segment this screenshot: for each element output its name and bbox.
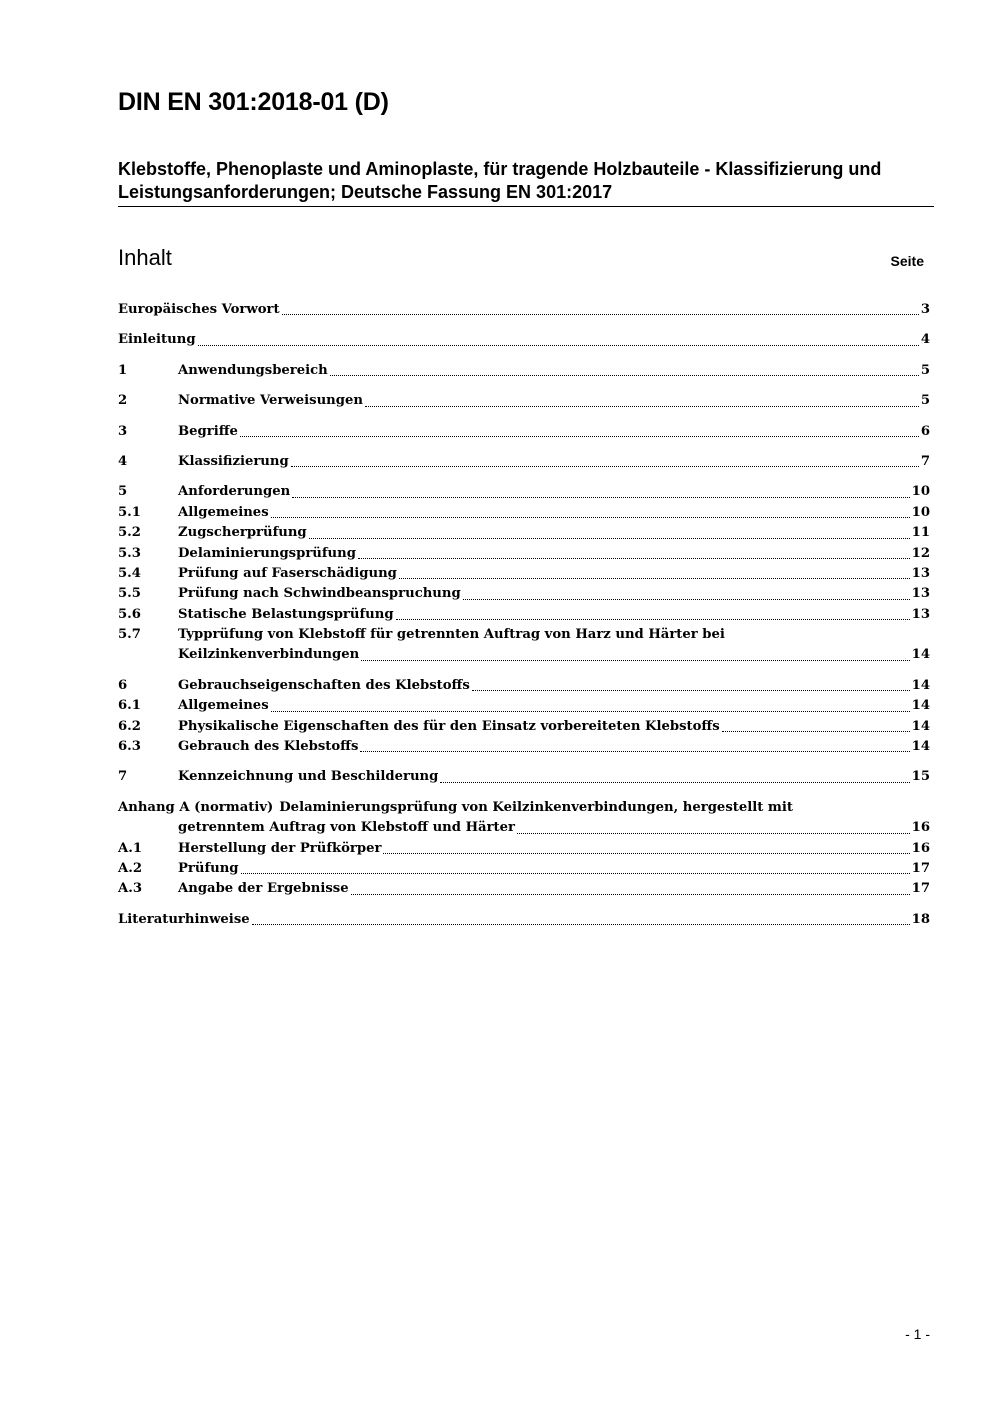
toc-entry-2[interactable] — [118, 391, 930, 411]
toc-entry-bibliography[interactable] — [118, 910, 930, 930]
dot-leader — [440, 782, 909, 783]
toc-entry-number: 2 — [118, 393, 128, 409]
document-id: DIN EN 301:2018-01 (D) — [118, 88, 389, 116]
toc-entry-number: 5.1 — [118, 504, 141, 520]
toc-entry-introduction[interactable] — [118, 330, 930, 350]
toc-entry-page: 13 — [911, 606, 930, 622]
dot-leader — [241, 873, 910, 874]
toc-entry-title: Gebrauchseigenschaften des Klebstoffs — [178, 677, 470, 693]
toc-entry-5[interactable] — [118, 482, 930, 502]
document-subtitle: Klebstoffe, Phenoplaste und Aminoplaste, für tragende Holzbauteile - Klassifizierung und Leistungsanforderungen; Deutsche Fassung EN 301:2017 — [118, 159, 882, 202]
dot-leader — [396, 619, 910, 620]
toc-entry-title: Einleitung — [118, 332, 196, 348]
toc-entry-page: 13 — [911, 586, 930, 602]
toc-entry-page: 11 — [911, 525, 930, 541]
dot-leader — [198, 345, 919, 346]
toc-entry-5-6[interactable] — [118, 605, 930, 625]
toc-entry-title: Typprüfung von Klebstoff für getrennten Auftrag von Harz und Härter bei — [178, 627, 725, 643]
dot-leader — [271, 517, 910, 518]
toc-entry-title: Angabe der Ergebnisse — [178, 881, 349, 897]
toc-entry-title: Kennzeichnung und Beschilderung — [178, 769, 439, 785]
toc-entry-title: Normative Verweisungen — [178, 393, 363, 409]
toc-entry-6[interactable] — [118, 676, 930, 696]
title-divider — [118, 206, 934, 207]
dot-leader — [351, 894, 910, 895]
dot-leader — [517, 833, 910, 834]
toc-entry-page: 14 — [911, 698, 930, 714]
toc-entry-page: 6 — [920, 423, 930, 439]
toc-entry-foreword[interactable] — [118, 300, 930, 320]
toc-entry-5-7[interactable] — [118, 625, 930, 645]
toc-entry-number: A.2 — [118, 860, 142, 876]
toc-entry-number: 5.5 — [118, 586, 141, 602]
toc-entry-7[interactable] — [118, 767, 930, 787]
dot-leader — [472, 690, 910, 691]
toc-entry-number: 7 — [118, 769, 128, 785]
toc-entry-a-1[interactable] — [118, 839, 930, 859]
toc-entry-number: 6.3 — [118, 739, 141, 755]
toc-entry-number: 5 — [118, 484, 128, 500]
toc-entry-title: Prüfung nach Schwindbeanspruchung — [178, 586, 461, 602]
toc-entry-title: getrenntem Auftrag von Klebstoff und Härter — [178, 820, 515, 836]
toc-entry-6-2[interactable] — [118, 717, 930, 737]
dot-leader — [365, 406, 919, 407]
dot-leader — [399, 578, 910, 579]
dot-leader — [358, 558, 910, 559]
toc-entry-1[interactable] — [118, 361, 930, 381]
toc-entry-5-4[interactable] — [118, 564, 930, 584]
toc-entry-number: 1 — [118, 362, 128, 378]
page-number: - 1 - — [905, 1326, 930, 1342]
toc-entry-title: Begriffe — [178, 423, 238, 439]
dot-leader — [240, 436, 919, 437]
toc-entry-page: 10 — [911, 504, 930, 520]
table-of-contents — [118, 300, 930, 930]
toc-entry-page: 14 — [911, 677, 930, 693]
toc-entry-5-2[interactable] — [118, 523, 930, 543]
dot-leader — [271, 711, 910, 712]
toc-entry-4[interactable] — [118, 452, 930, 472]
toc-entry-page: 12 — [911, 545, 930, 561]
toc-entry-page: 10 — [911, 484, 930, 500]
toc-entry-title: Anwendungsbereich — [178, 362, 328, 378]
toc-entry-page: 5 — [920, 362, 930, 378]
toc-entry-page: 15 — [911, 769, 930, 785]
toc-entry-title: Herstellung der Prüfkörper — [178, 840, 382, 856]
toc-entry-a-3[interactable] — [118, 879, 930, 899]
toc-entry-page: 17 — [911, 881, 930, 897]
dot-leader — [361, 660, 909, 661]
toc-entry-title: Keilzinkenverbindungen — [178, 647, 360, 663]
toc-entry-page: 14 — [911, 647, 930, 663]
toc-heading: Inhalt — [118, 245, 172, 270]
page-column-label: Seite — [890, 253, 924, 269]
toc-entry-title: Prüfung auf Faserschädigung — [178, 565, 397, 581]
dot-leader — [282, 314, 919, 315]
toc-entry-5-5[interactable] — [118, 584, 930, 604]
toc-entry-title: Physikalische Eigenschaften des für den Einsatz vorbereiteten Klebstoffs — [178, 718, 720, 734]
toc-entry-title: Literaturhinweise — [118, 911, 250, 927]
toc-entry-page: 13 — [911, 565, 930, 581]
toc-entry-number: 5.7 — [118, 627, 141, 643]
toc-entry-number: 6.1 — [118, 698, 141, 714]
toc-entry-6-3[interactable] — [118, 737, 930, 757]
dot-leader — [291, 466, 919, 467]
toc-entry-number: A.1 — [118, 840, 142, 856]
toc-entry-number: 5.2 — [118, 525, 141, 541]
toc-entry-3[interactable] — [118, 422, 930, 442]
toc-entry-number: 5.4 — [118, 565, 141, 581]
toc-entry-title: Statische Belastungsprüfung — [178, 606, 394, 622]
toc-entry-page: 17 — [911, 860, 930, 876]
toc-entry-number: 6.2 — [118, 718, 141, 734]
toc-entry-title: Allgemeines — [178, 698, 269, 714]
dot-leader — [330, 375, 919, 376]
toc-entry-annex-a[interactable] — [118, 798, 930, 818]
toc-entry-page: 14 — [911, 739, 930, 755]
dot-leader — [292, 497, 909, 498]
toc-entry-title: Gebrauch des Klebstoffs — [178, 739, 359, 755]
toc-entry-page: 18 — [911, 911, 930, 927]
toc-entry-page: 16 — [911, 820, 930, 836]
toc-entry-page: 4 — [920, 332, 930, 348]
toc-entry-number: 3 — [118, 423, 128, 439]
toc-entry-a-2[interactable] — [118, 859, 930, 879]
toc-entry-title: Allgemeines — [178, 504, 269, 520]
toc-entry-title: Delaminierungsprüfung — [178, 545, 356, 561]
dot-leader — [383, 853, 909, 854]
toc-annex-prefix: Anhang A (normativ) — [118, 799, 274, 815]
toc-entry-title: Delaminierungsprüfung von Keilzinkenverbindungen, hergestellt mit — [279, 799, 793, 815]
dot-leader — [722, 731, 910, 732]
toc-entry-page: 5 — [920, 393, 930, 409]
toc-entry-title: Prüfung — [178, 860, 239, 876]
toc-entry-number: 5.6 — [118, 606, 141, 622]
toc-entry-title: Europäisches Vorwort — [118, 301, 280, 317]
toc-entry-number: 6 — [118, 677, 128, 693]
dot-leader — [463, 599, 910, 600]
toc-entry-title: Zugscherprüfung — [178, 525, 307, 541]
dot-leader — [252, 924, 910, 925]
toc-entry-page: 7 — [920, 453, 930, 469]
toc-entry-page: 16 — [911, 840, 930, 856]
toc-entry-title: Anforderungen — [178, 484, 291, 500]
toc-entry-annex-a-continuation[interactable] — [118, 818, 930, 838]
toc-entry-6-1[interactable] — [118, 696, 930, 716]
toc-entry-page: 14 — [911, 718, 930, 734]
toc-entry-number: 4 — [118, 453, 128, 469]
toc-entry-number: 5.3 — [118, 545, 141, 561]
toc-entry-number: A.3 — [118, 881, 142, 897]
toc-entry-page: 3 — [920, 301, 930, 317]
toc-entry-5-3[interactable] — [118, 544, 930, 564]
dot-leader — [360, 751, 909, 752]
dot-leader — [309, 538, 910, 539]
toc-entry-title: Klassifizierung — [178, 453, 289, 469]
toc-entry-5-7-continuation[interactable] — [118, 645, 930, 665]
toc-entry-5-1[interactable] — [118, 503, 930, 523]
